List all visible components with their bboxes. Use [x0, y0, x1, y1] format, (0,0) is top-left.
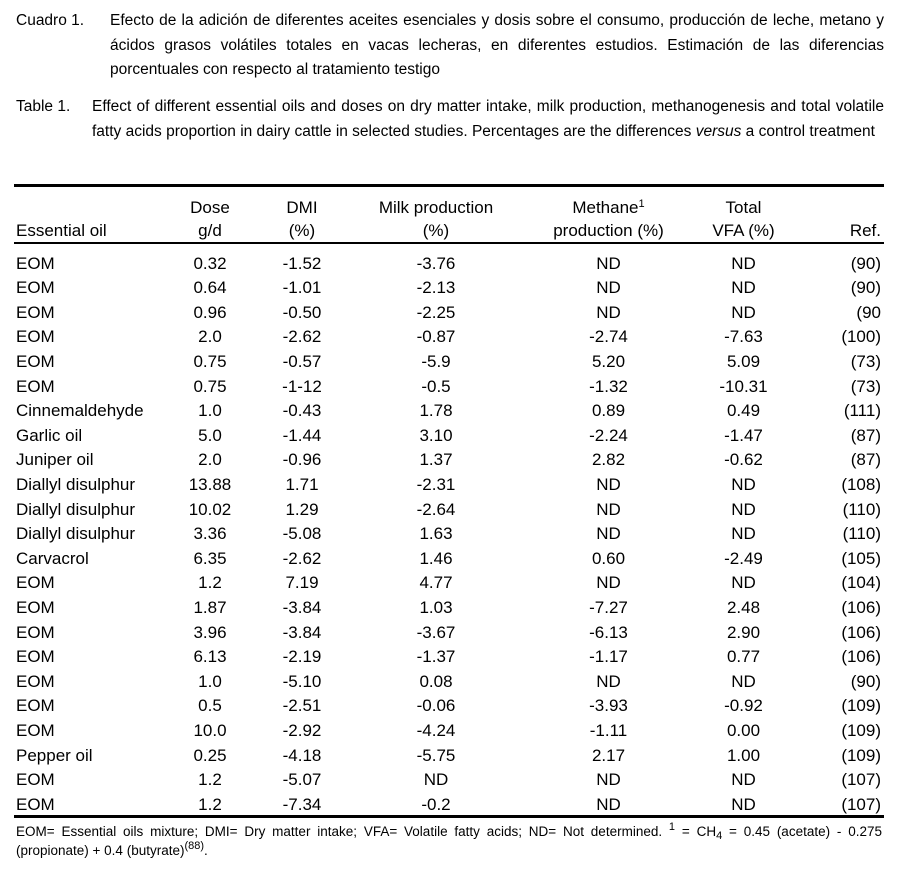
cell-methane-production: ND	[596, 671, 621, 691]
cell-milk-production: -5.9	[421, 352, 451, 372]
cell-milk-production: -4.24	[416, 720, 456, 740]
cell-total-vfa: -0.62	[724, 450, 763, 470]
header-methane-production: Methane$^1$ production (%)	[553, 198, 664, 240]
cell-milk-production: -3.76	[416, 254, 456, 273]
cell-methane-production: -6.13	[589, 622, 628, 642]
cell-methane-production: 0.89	[591, 401, 626, 421]
cell-dmi: -1.52	[282, 254, 322, 273]
footnote-marker: 1	[668, 821, 676, 833]
cell-essential-oil: Juniper oil	[16, 450, 94, 470]
cell-total-vfa: ND	[731, 770, 756, 790]
table-row	[14, 694, 884, 719]
table-row	[14, 497, 884, 522]
cell-dmi: -3.84	[282, 622, 322, 642]
cell-dmi: 1.29	[285, 499, 319, 519]
cell-methane-production: ND	[596, 302, 621, 322]
essential-oils-table	[14, 187, 884, 817]
cell-dmi: -4.18	[282, 745, 322, 765]
cell-methane-production: ND	[596, 499, 621, 519]
cell-dmi: -2.62	[282, 327, 322, 347]
cell-essential-oil: EOM	[16, 327, 55, 347]
cell-methane-production: -2.24	[589, 425, 628, 445]
cell-methane-production: ND	[596, 278, 621, 298]
table-row	[14, 547, 884, 572]
cell-dose: 0.64	[193, 278, 227, 298]
footnote-equation: = 0.45 (acetate) - 0.275 (propionate) + 0.4 (butyrate)	[16, 824, 882, 858]
table-header-row	[14, 187, 884, 246]
cell-methane-production: -1.11	[589, 720, 628, 740]
cell-methane-production: 2.82	[591, 450, 626, 470]
cell-milk-production: 1.03	[419, 598, 453, 618]
cell-milk-production: -0.2	[421, 794, 451, 814]
cell-reference: (90	[856, 302, 881, 322]
cell-essential-oil: EOM	[16, 647, 55, 667]
cell-dmi: -2.51	[282, 696, 322, 716]
caption-english-italic: versus	[695, 122, 742, 140]
cell-milk-production: 1.46	[419, 548, 453, 568]
cell-dmi: -3.84	[282, 598, 322, 618]
cell-reference: (104)	[841, 573, 881, 593]
cell-reference: (87)	[850, 450, 881, 470]
cell-essential-oil: EOM	[16, 696, 55, 716]
table-row	[14, 473, 884, 498]
cell-methane-production: -1.17	[589, 647, 628, 667]
table-row	[14, 374, 884, 399]
cell-methane-production: -1.32	[589, 376, 628, 396]
cell-dmi: -5.07	[282, 770, 322, 790]
cell-reference: (100)	[841, 327, 881, 347]
table-row	[14, 246, 884, 276]
cell-methane-production: -2.74	[589, 327, 628, 347]
table-row	[14, 670, 884, 695]
table-row	[14, 325, 884, 350]
cell-methane-production: -3.93	[589, 696, 628, 716]
cell-dose: 6.13	[193, 647, 227, 667]
table-body	[14, 246, 884, 817]
table-row	[14, 768, 884, 793]
cell-methane-production: ND	[596, 254, 621, 273]
table-row	[14, 276, 884, 301]
cell-essential-oil: Garlic oil	[16, 425, 83, 445]
cell-dose: 1.2	[198, 573, 222, 593]
header-essential-oil: Essential oil	[16, 221, 107, 240]
cell-dose: 1.87	[193, 598, 227, 618]
cell-essential-oil: EOM	[16, 302, 55, 322]
cell-essential-oil: Carvacrol	[16, 548, 89, 568]
cell-dose: 10.0	[193, 720, 227, 740]
footnote-reference: (88)	[184, 840, 205, 852]
cell-total-vfa: 2.90	[726, 622, 761, 642]
cell-reference: (106)	[841, 647, 881, 667]
table-row	[14, 301, 884, 326]
cell-dose: 2.0	[198, 327, 222, 347]
table-row	[14, 399, 884, 424]
cell-total-vfa: ND	[731, 524, 756, 544]
header-total-vfa: Total VFA (%)	[712, 198, 775, 240]
cell-total-vfa: ND	[731, 302, 756, 322]
cell-reference: (109)	[841, 720, 881, 740]
cell-dmi: -1.01	[282, 278, 322, 298]
cell-reference: (111)	[843, 401, 881, 421]
cell-reference: (90)	[850, 254, 881, 273]
cell-milk-production: -1.37	[416, 647, 456, 667]
cell-reference: (110)	[842, 499, 881, 519]
cell-milk-production: -2.64	[416, 499, 456, 519]
cell-milk-production: -2.31	[416, 475, 456, 495]
cell-reference: (73)	[850, 352, 881, 372]
cell-reference: (110)	[842, 524, 881, 544]
cell-milk-production: 1.78	[419, 401, 453, 421]
table-row	[14, 596, 884, 621]
cell-total-vfa: 5.09	[726, 352, 761, 372]
cell-dose: 0.75	[193, 376, 227, 396]
cell-dmi: -5.10	[282, 671, 322, 691]
table-row	[14, 424, 884, 449]
cell-reference: (90)	[850, 671, 881, 691]
table-row	[14, 719, 884, 744]
cell-reference: (108)	[841, 475, 881, 495]
caption-english-text-main: Effect of different essential oils and doses on dry matter intake, milk production, methanogenesis and total volatile fatty acids proportion in dairy cattle in selected studies. Percentages are the differences	[92, 98, 884, 140]
cell-total-vfa: 0.77	[726, 647, 761, 667]
cell-essential-oil: EOM	[16, 794, 55, 814]
cell-milk-production: -3.67	[416, 622, 456, 642]
cell-milk-production: 3.10	[419, 425, 453, 445]
caption-spanish-label: Cuadro 1.	[16, 12, 85, 29]
footnote-abbreviations: EOM= Essential oils mixture; DMI= Dry matter intake; VFA= Volatile fatty acids; ND= Not determined.	[16, 824, 663, 839]
cell-total-vfa: -1.47	[724, 425, 763, 445]
cell-dmi: -0.43	[282, 401, 322, 421]
cell-dmi: -2.19	[282, 647, 322, 667]
cell-total-vfa: -2.49	[724, 548, 763, 568]
header-reference: Ref.	[849, 221, 881, 240]
cell-total-vfa: ND	[731, 499, 756, 519]
cell-methane-production: -7.27	[589, 598, 628, 618]
cell-methane-production: ND	[596, 475, 621, 495]
cell-milk-production: -0.5	[421, 376, 451, 396]
cell-reference: (90)	[850, 278, 881, 298]
cell-dose: 0.5	[198, 696, 222, 716]
cell-essential-oil: EOM	[16, 770, 55, 790]
cell-methane-production: ND	[596, 770, 621, 790]
cell-milk-production: 1.63	[419, 524, 453, 544]
cell-methane-production: 0.60	[591, 548, 626, 568]
cell-total-vfa: ND	[731, 254, 756, 273]
cell-dose: 1.2	[198, 770, 222, 790]
cell-total-vfa: ND	[731, 573, 756, 593]
cell-milk-production: ND	[423, 770, 449, 790]
cell-methane-production: 2.17	[591, 745, 626, 765]
cell-reference: (73)	[850, 376, 881, 396]
cell-dose: 5.0	[198, 425, 222, 445]
table-row	[14, 645, 884, 670]
cell-dmi: -0.50	[282, 302, 322, 322]
cell-essential-oil: EOM	[16, 278, 55, 298]
cell-total-vfa: ND	[731, 794, 756, 814]
cell-reference: (87)	[850, 425, 881, 445]
cell-dmi: -5.08	[282, 524, 322, 544]
cell-total-vfa: -7.63	[724, 327, 763, 347]
cell-essential-oil: Diallyl disulphur	[16, 524, 136, 544]
cell-reference: (105)	[841, 548, 881, 568]
table-footnote: EOM= Essential oils mixture; DMI= Dry matter intake; VFA= Volatile fatty acids; ND= Not determined. $^1 = CH_4 = 0.45$ (acetate) - 0.275 (propionate) + 0.4 (butyrate)$^{(88)}$.	[16, 821, 882, 858]
cell-dose: 3.36	[193, 524, 227, 544]
cell-essential-oil: Cinnemaldehyde	[16, 401, 144, 421]
caption-english-text-end: a control treatment	[745, 122, 875, 140]
cell-dose: 2.0	[198, 450, 222, 470]
cell-total-vfa: ND	[731, 278, 756, 298]
table-row	[14, 350, 884, 375]
cell-essential-oil: EOM	[16, 254, 55, 273]
cell-milk-production: -2.25	[416, 302, 456, 322]
caption-spanish	[16, 9, 884, 83]
cell-total-vfa: ND	[731, 475, 756, 495]
cell-methane-production: ND	[596, 573, 621, 593]
cell-essential-oil: Diallyl disulphur	[16, 475, 136, 495]
cell-reference: (107)	[841, 794, 881, 814]
cell-dmi: -2.62	[282, 548, 322, 568]
cell-total-vfa: 2.48	[726, 598, 761, 618]
cell-reference: (109)	[841, 745, 881, 765]
cell-dose: 3.96	[193, 622, 227, 642]
cell-dmi: -0.96	[282, 450, 322, 470]
cell-total-vfa: -10.31	[719, 376, 768, 396]
cell-dose: 1.0	[198, 401, 222, 421]
cell-reference: (109)	[841, 696, 881, 716]
cell-methane-production: 5.20	[591, 352, 626, 372]
table-row	[14, 792, 884, 817]
cell-methane-production: ND	[596, 794, 621, 814]
cell-milk-production: 4.77	[419, 573, 453, 593]
header-dmi: DMI (%)	[286, 198, 318, 240]
cell-dose: 0.32	[193, 254, 227, 273]
table-row	[14, 522, 884, 547]
table-row	[14, 620, 884, 645]
cell-dmi: -1-12	[282, 376, 322, 396]
caption-spanish-text: Efecto de la adición de diferentes aceites esenciales y dosis sobre el consumo, producción de leche, metano y ácidos grasos volátiles totales en vacas lecheras, en diferentes estudios. Estimación de las diferencias porcentuales con respecto al tratamiento testigo	[110, 12, 884, 78]
header-milk-production: Milk production (%)	[378, 198, 494, 240]
cell-milk-production: -0.87	[416, 327, 456, 347]
cell-total-vfa: 0.00	[726, 720, 761, 740]
cell-dose: 0.25	[193, 745, 227, 765]
caption-english	[16, 95, 884, 144]
cell-dmi: -1.44	[282, 425, 322, 445]
cell-essential-oil: Diallyl disulphur	[16, 499, 136, 519]
cell-dmi: 1.71	[285, 475, 319, 495]
cell-essential-oil: EOM	[16, 352, 55, 372]
cell-dmi: -7.34	[282, 794, 322, 814]
cell-total-vfa: -0.92	[724, 696, 763, 716]
table-row	[14, 571, 884, 596]
cell-dose: 0.75	[193, 352, 227, 372]
cell-essential-oil: EOM	[16, 720, 55, 740]
cell-dmi: 7.19	[285, 573, 319, 593]
cell-essential-oil: Pepper oil	[16, 745, 93, 765]
cell-milk-production: 1.37	[419, 450, 453, 470]
cell-reference: (107)	[841, 770, 881, 790]
table-row	[14, 743, 884, 768]
cell-dmi: -0.57	[282, 352, 322, 372]
cell-milk-production: -0.06	[416, 696, 456, 716]
cell-dose: 6.35	[193, 548, 227, 568]
table-row	[14, 448, 884, 473]
cell-total-vfa: 0.49	[726, 401, 761, 421]
cell-methane-production: ND	[596, 524, 621, 544]
cell-total-vfa: 1.00	[726, 745, 761, 765]
cell-milk-production: -5.75	[416, 745, 456, 765]
cell-dose: 0.96	[193, 302, 227, 322]
cell-reference: (106)	[841, 622, 881, 642]
cell-dmi: -2.92	[282, 720, 322, 740]
cell-total-vfa: ND	[731, 671, 756, 691]
cell-dose: 10.02	[188, 499, 232, 519]
cell-essential-oil: EOM	[16, 622, 55, 642]
cell-dose: 1.2	[198, 794, 222, 814]
cell-reference: (106)	[841, 598, 881, 618]
cell-dose: 1.0	[198, 671, 222, 691]
cell-dose: 13.88	[188, 475, 232, 495]
cell-milk-production: 0.08	[419, 671, 453, 691]
cell-essential-oil: EOM	[16, 573, 55, 593]
cell-milk-production: -2.13	[416, 278, 456, 298]
cell-essential-oil: EOM	[16, 598, 55, 618]
cell-essential-oil: EOM	[16, 671, 55, 691]
caption-english-label: Table 1.	[16, 98, 71, 115]
header-dose: Dose g/d	[190, 198, 230, 240]
caption-english-text	[92, 95, 884, 144]
cell-essential-oil: EOM	[16, 376, 55, 396]
